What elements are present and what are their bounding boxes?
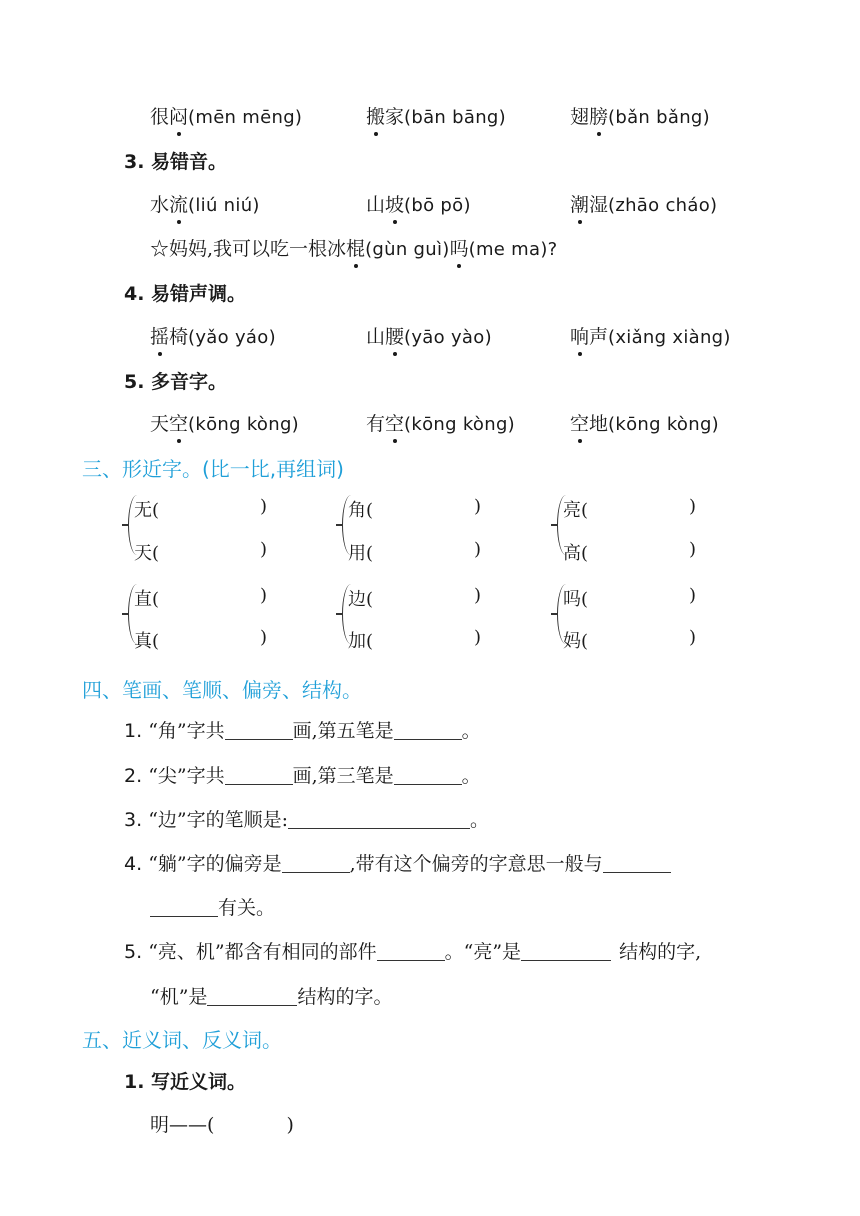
question-4-cont: 有关。 <box>150 893 275 920</box>
similar-char: 加( <box>348 631 374 652</box>
subsection-title-3: 3. 易错音。 <box>124 151 228 173</box>
similar-char: 用( <box>348 543 374 564</box>
answer-blank[interactable] <box>150 898 218 917</box>
similar-char: 妈( <box>563 631 589 652</box>
similar-char: 无( <box>134 500 160 521</box>
paren-close: ) <box>689 496 697 517</box>
question-5: 5. “亮、机”都含有相同的部件 。“亮”是 结构的字, <box>124 941 702 963</box>
answer-blank[interactable] <box>288 810 470 829</box>
answer-blank[interactable] <box>214 1116 286 1134</box>
pinyin-pair: 有空(kōng kòng) <box>366 409 515 436</box>
paren-close: ) <box>474 585 482 606</box>
section-title-5: 五、近义词、反义词。 <box>82 1028 282 1052</box>
similar-char: 天( <box>134 543 160 564</box>
pinyin-pair: 响声(xiǎng xiàng) <box>570 322 731 349</box>
question-2: 2. “尖”字共 画,第三笔是 。 <box>124 765 481 787</box>
subsection-title-4: 4. 易错声调。 <box>124 283 247 305</box>
answer-blank[interactable] <box>377 942 445 961</box>
similar-char: 亮( <box>563 500 589 521</box>
paren-close: ) <box>689 539 697 560</box>
question-4: 4. “躺”字的偏旁是 ,带有这个偏旁的字意思一般与 <box>124 849 671 876</box>
section-title-4: 四、笔画、笔顺、偏旁、结构。 <box>82 678 362 702</box>
similar-char: 高( <box>563 543 589 564</box>
pinyin-pair: 搬家(bān bāng) <box>366 102 506 129</box>
similar-char: 吗( <box>563 589 589 610</box>
section-title-3: 三、形近字。(比一比,再组词) <box>82 457 344 481</box>
answer-blank[interactable] <box>394 721 462 740</box>
pinyin-pair: 山腰(yāo yào) <box>366 322 492 349</box>
pinyin-pair: 天空(kōng kòng) <box>150 409 299 436</box>
pinyin-pair: 潮湿(zhāo cháo) <box>570 190 717 217</box>
answer-blank[interactable] <box>282 854 350 873</box>
similar-char: 真( <box>134 631 160 652</box>
answer-blank[interactable] <box>521 942 611 961</box>
pinyin-pair: 山坡(bō pō) <box>366 190 471 217</box>
subsection-title-5-1: 1. 写近义词。 <box>124 1071 247 1093</box>
paren-close: ) <box>689 627 697 648</box>
similar-char: 直( <box>134 589 160 610</box>
paren-close: ) <box>474 539 482 560</box>
pinyin-pair: 摇椅(yǎo yáo) <box>150 322 276 349</box>
paren-close: ) <box>260 585 268 606</box>
answer-blank[interactable] <box>394 766 462 785</box>
pinyin-pair: 很闷(mēn mēng) <box>150 102 302 129</box>
question-5-cont: “机”是 结构的字。 <box>150 986 393 1008</box>
paren-close: ) <box>260 627 268 648</box>
paren-close: ) <box>260 539 268 560</box>
synonym-item: 明——( ) <box>150 1114 294 1136</box>
paren-close: ) <box>260 496 268 517</box>
similar-char: 边( <box>348 589 374 610</box>
pinyin-pair: 空地(kōng kòng) <box>570 409 719 436</box>
pinyin-pair: 水流(liú niú) <box>150 190 260 217</box>
answer-blank[interactable] <box>603 854 671 873</box>
pinyin-pair: 翅膀(bǎn bǎng) <box>570 102 710 129</box>
paren-close: ) <box>474 496 482 517</box>
question-3: 3. “边”字的笔顺是: 。 <box>124 809 490 831</box>
similar-char: 角( <box>348 500 374 521</box>
answer-blank[interactable] <box>225 766 293 785</box>
subsection-title-5: 5. 多音字。 <box>124 371 228 393</box>
question-1: 1. “角”字共 画,第五笔是 。 <box>124 720 481 742</box>
pinyin-sentence: ☆妈妈,我可以吃一根冰棍(gùn guì)吗(me ma)? <box>150 234 558 261</box>
answer-blank[interactable] <box>207 987 297 1006</box>
paren-close: ) <box>689 585 697 606</box>
paren-close: ) <box>474 627 482 648</box>
answer-blank[interactable] <box>225 721 293 740</box>
